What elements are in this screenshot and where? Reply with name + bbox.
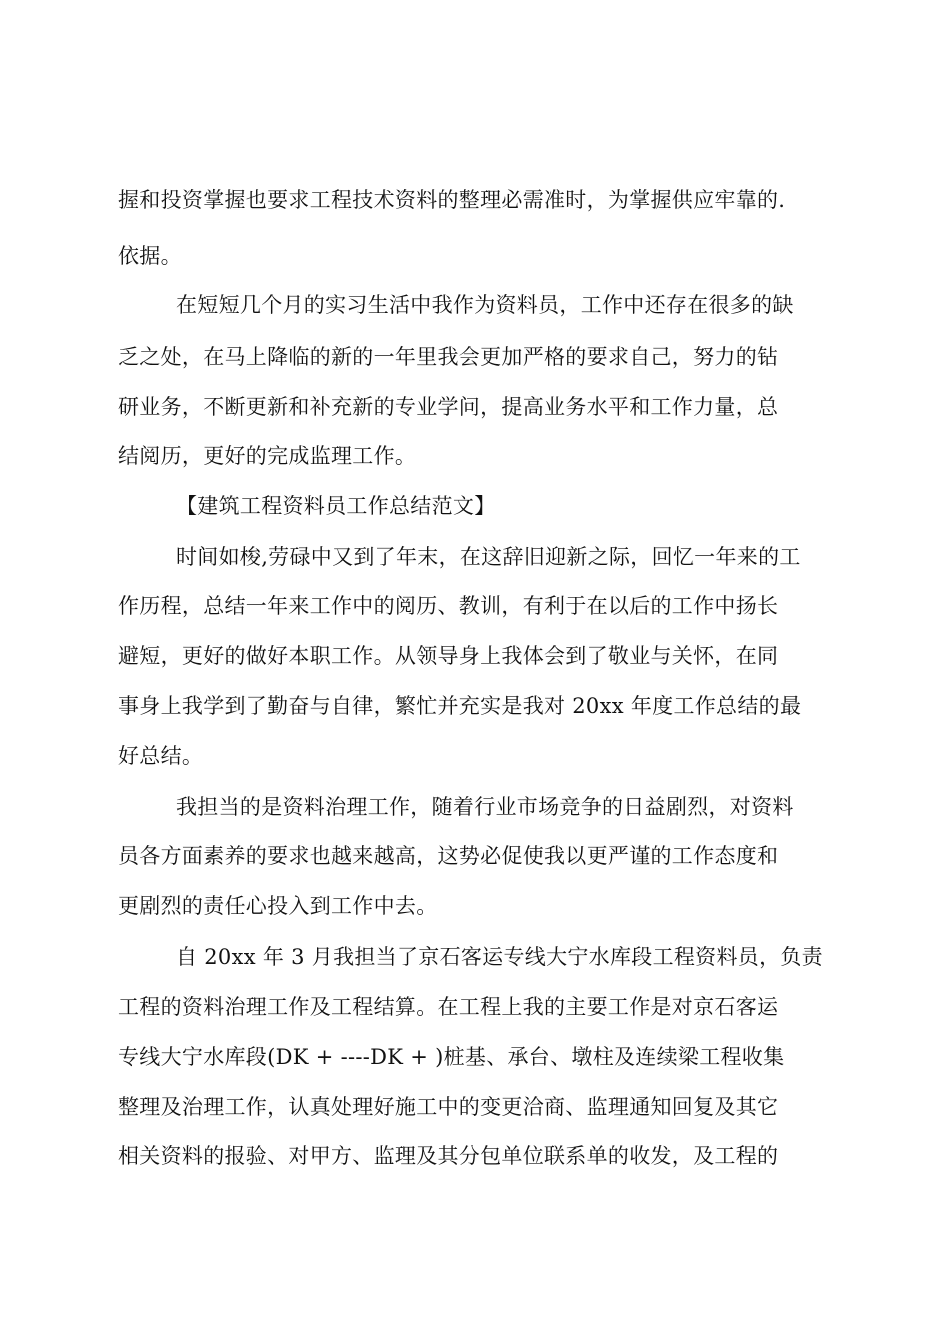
text-line: 专线大宁水库段(DK + ----DK + )桩基、承台、墩柱及连续梁工程收集: [118, 1045, 785, 1069]
text-line: 工程的资料治理工作及工程结算。在工程上我的主要工作是对京石客运: [118, 995, 779, 1019]
text-line: 乏之处，在马上降临的新的一年里我会更加严格的要求自己，努力的钻: [118, 345, 779, 369]
paragraph-first-line: 我担当的是资料治理工作，随着行业市场竞争的日益剧烈，对资料: [176, 795, 794, 819]
text-line: 研业务，不断更新和补充新的专业学问，提高业务水平和工作力量，总: [118, 395, 779, 419]
text-line: 事身上我学到了勤奋与自律，繁忙并充实是我对 20xx 年度工作总结的最: [118, 694, 802, 718]
text-line: 避短，更好的做好本职工作。从领导身上我体会到了敬业与关怀，在同: [118, 644, 779, 668]
paragraph-first-line: 时间如梭,劳碌中又到了年末，在这辞旧迎新之际，回忆一年来的工: [176, 545, 801, 569]
text-line: 握和投资掌握也要求工程技术资料的整理必需准时，为掌握供应牢靠的.: [118, 188, 786, 212]
text-line: 依据。: [118, 244, 182, 268]
text-line: 作历程，总结一年来工作中的阅历、教训，有利于在以后的工作中扬长: [118, 594, 779, 618]
text-line: 更剧烈的责任心投入到工作中去。: [118, 894, 438, 918]
text-line: 好总结。: [118, 744, 204, 768]
text-line: 员各方面素养的要求也越来越高，这势必促使我以更严谨的工作态度和: [118, 844, 779, 868]
section-heading: 【建筑工程资料员工作总结范文】: [176, 494, 496, 518]
paragraph-first-line: 在短短几个月的实习生活中我作为资料员，工作中还存在很多的缺: [176, 293, 794, 317]
text-line: 整理及治理工作，认真处理好施工中的变更洽商、监理通知回复及其它: [118, 1095, 779, 1119]
text-line: 相关资料的报验、对甲方、监理及其分包单位联系单的收发，及工程的: [118, 1144, 779, 1168]
text-line: 结阅历，更好的完成监理工作。: [118, 444, 417, 468]
paragraph-first-line: 自 20xx 年 3 月我担当了京石客运专线大宁水库段工程资料员，负责: [176, 945, 823, 969]
